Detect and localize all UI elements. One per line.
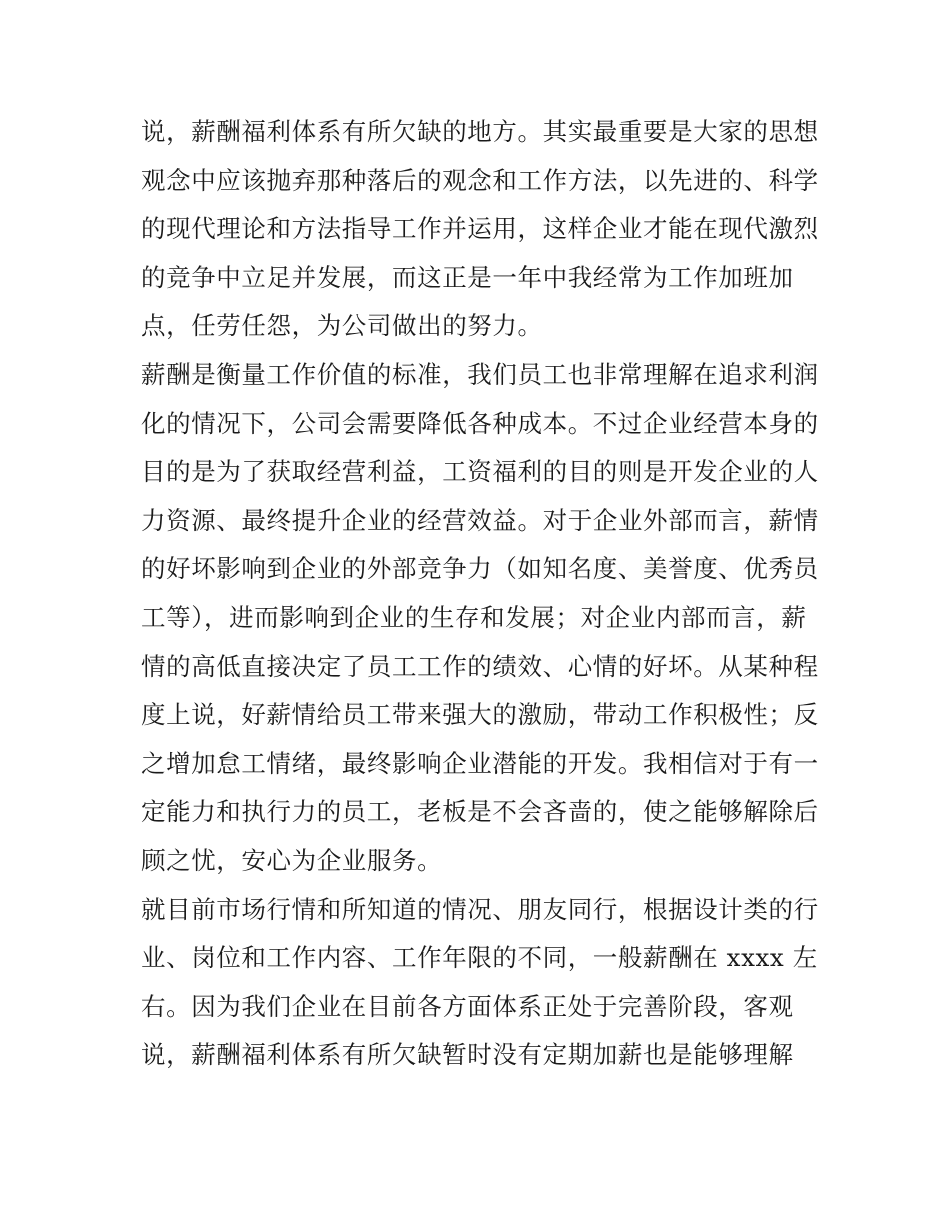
text-line: 定能力和执行力的员工，老板是不会吝啬的，使之能够解除后	[141, 797, 819, 827]
text-line: 工等），进而影响到企业的生存和发展；对企业内部而言，薪	[141, 602, 807, 632]
text-line: 说，薪酬福利体系有所欠缺暂时没有定期加薪也是能够理解	[141, 1040, 794, 1070]
text-line: 力资源、最终提升企业的经营效益。对于企业外部而言，薪情	[141, 505, 819, 535]
text-line: 目的是为了获取经营利益，工资福利的目的则是开发企业的人	[141, 457, 819, 487]
text-line: 的好坏影响到企业的外部竞争力（如知名度、美誉度、优秀员	[141, 554, 819, 584]
text-line: 观念中应该抛弃那种落后的观念和工作方法，以先进的、科学	[141, 165, 819, 195]
text-line: 业、岗位和工作内容、工作年限的不同，一般薪酬在 xxxx 左	[141, 943, 818, 973]
document-body	[141, 108, 819, 1080]
text-line: 顾之忧，安心为企业服务。	[141, 845, 443, 875]
text-line: 的竞争中立足并发展，而这正是一年中我经常为工作加班加	[141, 262, 794, 292]
text-line: 薪酬是衡量工作价值的标准，我们员工也非常理解在追求利润	[141, 359, 819, 389]
text-line: 点，任劳任怨，为公司做出的努力。	[141, 311, 543, 341]
text-line: 度上说，好薪情给员工带来强大的激励，带动工作积极性；反	[141, 700, 819, 730]
paragraph-3	[141, 886, 819, 1080]
text-line: 化的情况下，公司会需要降低各种成本。不过企业经营本身的	[141, 408, 819, 438]
text-line: 情的高低直接决定了员工工作的绩效、心情的好坏。从某种程	[141, 651, 819, 681]
text-line: 右。因为我们企业在目前各方面体系正处于完善阶段，客观	[141, 991, 794, 1021]
paragraph-1	[141, 108, 819, 351]
paragraph-2	[141, 351, 819, 886]
text-line: 之增加怠工情绪，最终影响企业潜能的开发。我相信对于有一	[141, 748, 819, 778]
text-line: 说，薪酬福利体系有所欠缺的地方。其实最重要是大家的思想	[141, 117, 819, 146]
text-line: 就目前市场行情和所知道的情况、朋友同行，根据设计类的行	[141, 894, 819, 924]
text-line: 的现代理论和方法指导工作并运用，这样企业才能在现代激烈	[141, 214, 819, 244]
